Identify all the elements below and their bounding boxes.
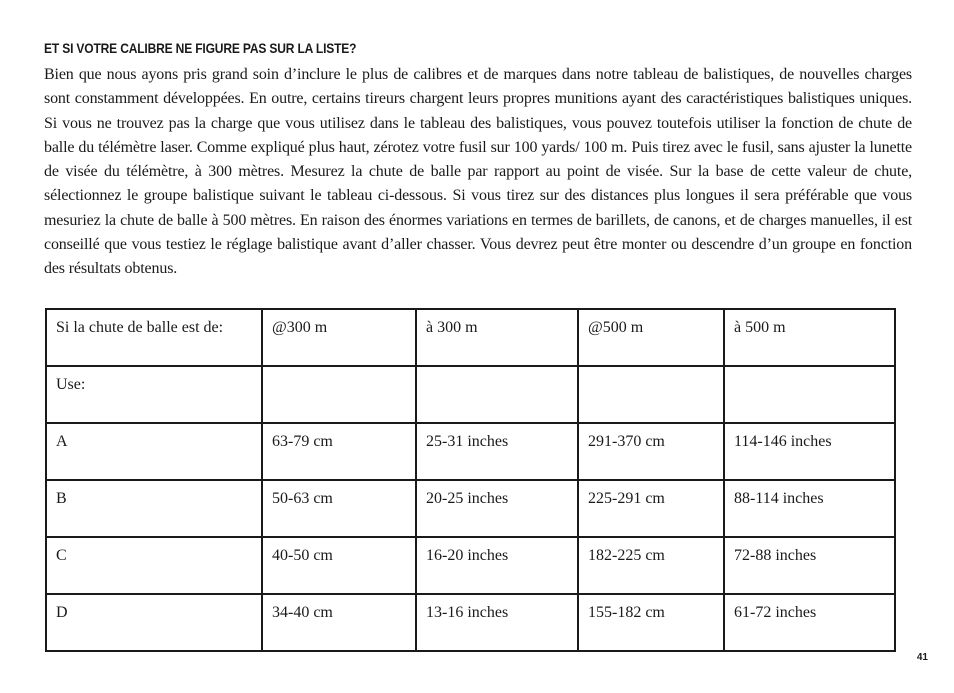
table-cell: 20-25 inches — [416, 480, 578, 537]
table-use-row — [46, 366, 895, 423]
group-cell: C — [46, 537, 262, 594]
header-cell-at-500m: @500 m — [578, 309, 724, 366]
header-cell-a-300m: à 300 m — [416, 309, 578, 366]
table-cell: 13-16 inches — [416, 594, 578, 651]
table-cell: 225-291 cm — [578, 480, 724, 537]
table-cell: 16-20 inches — [416, 537, 578, 594]
table-row — [46, 480, 895, 537]
table-header-row — [46, 309, 895, 366]
header-cell-at-300m: @300 m — [262, 309, 416, 366]
table-cell: 155-182 cm — [578, 594, 724, 651]
table-row — [46, 594, 895, 651]
table-cell: 182-225 cm — [578, 537, 724, 594]
section-heading: ET SI VOTRE CALIBRE NE FIGURE PAS SUR LA LISTE? — [44, 40, 357, 56]
table-cell: 114-146 inches — [724, 423, 895, 480]
table-row — [46, 537, 895, 594]
page-number: 41 — [916, 652, 928, 663]
table-cell-empty — [262, 366, 416, 423]
table-cell: 63-79 cm — [262, 423, 416, 480]
header-cell-drop: Si la chute de balle est de: — [46, 309, 262, 366]
header-cell-a-500m: à 500 m — [724, 309, 895, 366]
table-cell: 25-31 inches — [416, 423, 578, 480]
table-cell: 88-114 inches — [724, 480, 895, 537]
table-cell-empty — [578, 366, 724, 423]
table-cell: 34-40 cm — [262, 594, 416, 651]
table-row — [46, 423, 895, 480]
group-cell: D — [46, 594, 262, 651]
table-cell-empty — [416, 366, 578, 423]
table-cell: 61-72 inches — [724, 594, 895, 651]
table-cell: 72-88 inches — [724, 537, 895, 594]
use-label-cell: Use: — [46, 366, 262, 423]
group-cell: B — [46, 480, 262, 537]
table-cell: 291-370 cm — [578, 423, 724, 480]
table-cell: 50-63 cm — [262, 480, 416, 537]
body-paragraph: Bien que nous ayons pris grand soin d’inclure le plus de calibres et de marques dans notre tableau de balistiques, de nouvelles charges sont constamment développées. En outre, certains tireurs chargent leurs propres munitions ayant des caractéristiques balistiques uniques. Si vous ne trouvez pas la charge que vous utilisez dans le tableau des balistiques, vous pouvez toutefois utiliser la fonction de chute de balle du télémètre laser. Comme expliqué plus haut, zérotez votre fusil sur 100 yards/ 100 m. Puis tirez avec le fusil, sans ajuster la lunette de visée du télémètre, à 300 mètres. Mesurez la chute de balle par rapport au point de visée. Sur la base de cette valeur de chute, sélectionnez le groupe balistique suivant le tableau ci-dessous. Si vous tirez sur des distances plus longues il sera préférable que vous mesuriez la chute de balle à 500 mètres. En raison des énormes variations en termes de barillets, de canons, et de charges manuelles, il est conseillé que vous testiez le réglage balistique avant d’aller chasser. Vous devrez peut être monter ou descendre d’un groupe en fonction des résultats obtenus. — [44, 66, 912, 278]
ballistic-group-table — [45, 308, 896, 652]
table-cell-empty — [724, 366, 895, 423]
table-cell: 40-50 cm — [262, 537, 416, 594]
group-cell: A — [46, 423, 262, 480]
